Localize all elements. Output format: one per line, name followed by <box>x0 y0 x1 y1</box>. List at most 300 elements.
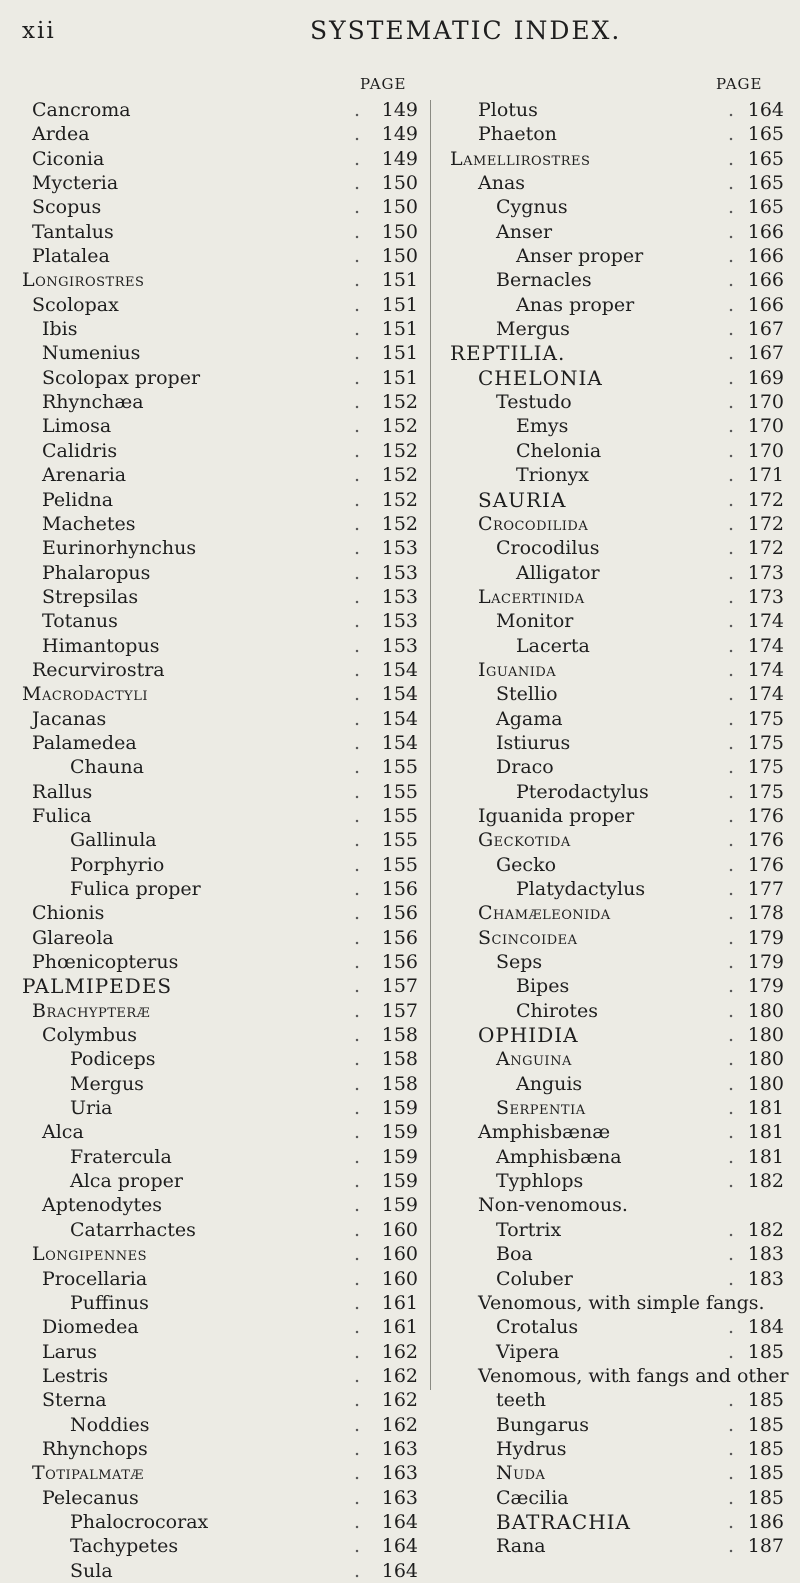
leader-dots: . <box>353 1340 360 1363</box>
index-entry <box>0 1096 430 1120</box>
entry-name: Testudo <box>496 391 572 414</box>
index-entry <box>0 1461 430 1485</box>
index-entry <box>0 1315 430 1339</box>
index-entry <box>0 1534 430 1558</box>
entry-page-number: 154 <box>381 658 418 681</box>
entry-name: Ciconia <box>32 147 105 170</box>
index-entry <box>0 1364 430 1388</box>
index-entry <box>432 1315 800 1339</box>
entry-page-number: 181 <box>747 1145 784 1168</box>
leader-dots: . <box>353 147 360 170</box>
leader-dots: . <box>353 1316 360 1339</box>
entry-page-number: 151 <box>381 366 418 389</box>
entry-page-number: 164 <box>381 1510 418 1533</box>
entry-page-number: 174 <box>747 658 784 681</box>
entry-name: Macrodactyli <box>22 683 149 706</box>
entry-name: Fulica proper <box>70 878 201 900</box>
index-entry <box>432 828 800 852</box>
leader-dots: . <box>353 1364 360 1387</box>
entry-page-number: 165 <box>747 147 784 170</box>
entry-name: Lestris <box>42 1364 109 1387</box>
leader-dots: . <box>353 780 360 803</box>
entry-name: Totanus <box>42 610 118 633</box>
index-entry <box>0 682 430 706</box>
leader-dots: . <box>727 878 734 900</box>
entry-page-number: 161 <box>381 1316 418 1339</box>
index-entry <box>0 1023 430 1047</box>
entry-name: Rallus <box>32 780 93 803</box>
index-entry <box>432 1486 800 1510</box>
entry-page-number: 179 <box>747 975 784 998</box>
entry-page-number: 170 <box>747 415 784 438</box>
entry-name: Tortrix <box>496 1218 562 1241</box>
entry-page-number: 173 <box>747 585 784 608</box>
leader-dots: . <box>353 1486 360 1509</box>
index-entry <box>432 731 800 755</box>
entry-page-number: 159 <box>381 1097 418 1120</box>
entry-name: Uria <box>70 1097 113 1120</box>
entry-name: Chirotes <box>516 999 599 1022</box>
leader-dots: . <box>727 147 734 170</box>
entry-page-number: 160 <box>381 1218 418 1241</box>
leader-dots: . <box>353 999 360 1022</box>
index-entry <box>432 512 800 536</box>
index-entry <box>0 439 430 463</box>
entry-page-number: 175 <box>747 731 784 754</box>
leader-dots: . <box>727 1121 734 1144</box>
leader-dots: . <box>727 658 734 681</box>
leader-dots: . <box>353 1437 360 1460</box>
index-entry <box>0 1120 430 1144</box>
entry-name: Strepsilas <box>42 585 139 608</box>
entry-name: Scincoidea <box>478 926 578 949</box>
entry-page-number: 165 <box>747 123 784 146</box>
entry-page-number: 161 <box>381 1291 418 1314</box>
entry-page-number: 180 <box>747 1024 784 1047</box>
entry-page-number: 176 <box>747 829 784 852</box>
index-entry <box>432 561 800 585</box>
leader-dots: . <box>353 853 360 876</box>
entry-name: BATRACHIA <box>496 1509 631 1534</box>
leader-dots: . <box>727 196 734 219</box>
leader-dots: . <box>353 1535 360 1558</box>
leader-dots: . <box>353 123 360 146</box>
entry-page-number: 154 <box>381 683 418 706</box>
index-entry <box>0 1242 430 1266</box>
entry-name: Tantalus <box>32 220 114 243</box>
index-entry <box>432 1242 800 1266</box>
entry-page-number: 179 <box>747 951 784 974</box>
leader-dots: . <box>353 561 360 584</box>
entry-name: Seps <box>496 951 543 974</box>
index-entry <box>0 122 430 146</box>
entry-name: Cæcilia <box>496 1486 569 1509</box>
entry-name: Chamæleonida <box>478 902 611 925</box>
entry-page-number: 149 <box>381 147 418 170</box>
index-entry <box>0 1218 430 1242</box>
index-entry <box>432 1437 800 1461</box>
entry-name: Phalaropus <box>42 561 151 584</box>
entry-page-number: 159 <box>381 1145 418 1168</box>
entry-page-number: 155 <box>381 804 418 827</box>
entry-name: Phaeton <box>478 123 557 146</box>
entry-page-number: 153 <box>381 610 418 633</box>
entry-name: Porphyrio <box>70 853 165 876</box>
leader-dots: . <box>353 1072 360 1095</box>
entry-name: Rhynchops <box>42 1437 148 1460</box>
entry-page-number: 171 <box>747 464 784 487</box>
page-number: xii <box>22 18 56 44</box>
entry-page-number: 156 <box>381 902 418 925</box>
index-entry <box>0 366 430 390</box>
index-entry <box>432 780 800 804</box>
leader-dots: . <box>353 415 360 438</box>
index-entry <box>0 755 430 779</box>
leader-dots: . <box>727 1316 734 1339</box>
index-entry <box>432 1413 800 1437</box>
index-entry <box>0 220 430 244</box>
left-page-column-label: PAGE <box>360 75 407 93</box>
entry-name: Brachypteræ <box>32 999 151 1022</box>
leader-dots: . <box>353 975 360 998</box>
leader-dots: . <box>727 537 734 560</box>
index-entry <box>432 1120 800 1144</box>
index-entry <box>0 147 430 171</box>
leader-dots: . <box>353 512 360 535</box>
index-entry <box>432 1510 800 1534</box>
entry-name: Lacerta <box>516 634 590 657</box>
entry-page-number: 180 <box>747 1072 784 1095</box>
left-index-column <box>0 98 430 1583</box>
leader-dots: . <box>353 1413 360 1436</box>
entry-name: Bernacles <box>496 269 592 292</box>
index-entry <box>0 658 430 682</box>
leader-dots: . <box>727 1048 734 1071</box>
entry-page-number: 165 <box>747 196 784 219</box>
entry-name: Arenaria <box>42 464 127 487</box>
index-entry <box>432 1169 800 1193</box>
entry-page-number: 155 <box>381 756 418 779</box>
index-entry <box>0 341 430 365</box>
entry-name: Numenius <box>42 342 141 365</box>
leader-dots: . <box>727 1340 734 1363</box>
leader-dots: . <box>727 1218 734 1241</box>
leader-dots: . <box>353 1389 360 1412</box>
entry-name: Calidris <box>42 439 118 462</box>
index-entry <box>432 268 800 292</box>
entry-page-number: 182 <box>747 1170 784 1193</box>
leader-dots: . <box>353 902 360 925</box>
leader-dots: . <box>727 683 734 706</box>
leader-dots: . <box>727 1437 734 1460</box>
index-entry <box>432 585 800 609</box>
leader-dots: . <box>727 439 734 462</box>
index-entry <box>432 999 800 1023</box>
index-entry <box>0 171 430 195</box>
leader-dots: . <box>353 1267 360 1290</box>
entry-page-number: 186 <box>747 1510 784 1533</box>
entry-name: Larus <box>42 1340 98 1363</box>
leader-dots: . <box>727 585 734 608</box>
leader-dots: . <box>353 196 360 219</box>
leader-dots: . <box>727 391 734 414</box>
leader-dots: . <box>353 707 360 730</box>
entry-page-number: 154 <box>381 707 418 730</box>
entry-name: Rhynchæa <box>42 391 144 414</box>
leader-dots: . <box>353 1462 360 1485</box>
entry-name: Geckotida <box>478 829 571 852</box>
entry-name: Venomous, with fangs and other <box>478 1364 789 1387</box>
leader-dots: . <box>353 585 360 608</box>
entry-name: Lacertinida <box>478 585 585 608</box>
index-entry <box>0 853 430 877</box>
index-entry <box>432 147 800 171</box>
index-entry <box>0 731 430 755</box>
entry-name: Boa <box>496 1243 533 1266</box>
index-entry <box>0 98 430 122</box>
entry-name: Glareola <box>32 926 114 949</box>
entry-page-number: 159 <box>381 1121 418 1144</box>
entry-name: Bipes <box>516 975 570 998</box>
entry-name: Typhlops <box>496 1170 584 1193</box>
entry-page-number: 149 <box>381 99 418 121</box>
entry-name: Fratercula <box>70 1145 172 1168</box>
entry-page-number: 175 <box>747 780 784 803</box>
index-entry <box>0 609 430 633</box>
entry-name: Machetes <box>42 512 136 535</box>
index-entry <box>432 366 800 390</box>
entry-page-number: 156 <box>381 926 418 949</box>
entry-page-number: 176 <box>747 804 784 827</box>
entry-name: Vipera <box>496 1340 560 1363</box>
index-entry <box>0 1169 430 1193</box>
index-entry <box>432 244 800 268</box>
entry-page-number: 166 <box>747 245 784 268</box>
entry-page-number: 185 <box>747 1389 784 1412</box>
leader-dots: . <box>353 1218 360 1241</box>
entry-name: Iguanida <box>478 658 557 681</box>
entry-page-number: 172 <box>747 512 784 535</box>
entry-name: Chionis <box>32 902 105 925</box>
entry-page-number: 176 <box>747 853 784 876</box>
entry-page-number: 154 <box>381 731 418 754</box>
index-entry <box>432 439 800 463</box>
leader-dots: . <box>727 1170 734 1193</box>
index-entry <box>0 804 430 828</box>
leader-dots: . <box>727 512 734 535</box>
leader-dots: . <box>727 1097 734 1120</box>
page-header <box>0 0 800 70</box>
index-entry <box>0 828 430 852</box>
entry-page-number: 157 <box>381 999 418 1022</box>
entry-name: Ibis <box>42 318 78 341</box>
index-entry <box>432 682 800 706</box>
entry-page-number: 158 <box>381 1024 418 1047</box>
entry-page-number: 153 <box>381 561 418 584</box>
leader-dots: . <box>727 318 734 341</box>
entry-name: Alca <box>42 1121 84 1144</box>
leader-dots: . <box>353 1170 360 1193</box>
leader-dots: . <box>727 1243 734 1266</box>
entry-name: Non-venomous. <box>478 1194 628 1217</box>
entry-name: Serpentia <box>496 1097 586 1120</box>
entry-page-number: 183 <box>747 1267 784 1290</box>
entry-name: Stellio <box>496 683 558 706</box>
index-entry <box>432 122 800 146</box>
entry-page-number: 177 <box>747 878 784 900</box>
entry-page-number: 153 <box>381 537 418 560</box>
entry-page-number: 160 <box>381 1267 418 1290</box>
index-entry <box>0 707 430 731</box>
leader-dots: . <box>727 707 734 730</box>
entry-page-number: 164 <box>381 1559 418 1582</box>
entry-page-number: 166 <box>747 293 784 316</box>
entry-name: Podiceps <box>70 1048 156 1071</box>
entry-name: Coluber <box>496 1267 573 1290</box>
entry-name: Draco <box>496 756 554 779</box>
entry-name: Chelonia <box>516 439 602 462</box>
index-entry <box>0 512 430 536</box>
entry-page-number: 150 <box>381 220 418 243</box>
leader-dots: . <box>353 172 360 195</box>
entry-page-number: 174 <box>747 610 784 633</box>
entry-name: Gallinula <box>70 829 157 852</box>
leader-dots: . <box>727 245 734 268</box>
index-entry <box>0 195 430 219</box>
entry-name: Catarrhactes <box>70 1218 196 1241</box>
leader-dots: . <box>353 1024 360 1047</box>
leader-dots: . <box>727 951 734 974</box>
entry-name: Recurvirostra <box>32 658 165 681</box>
leader-dots: . <box>353 1145 360 1168</box>
index-entry <box>432 171 800 195</box>
entry-name: Anser proper <box>516 245 644 268</box>
leader-dots: . <box>353 464 360 487</box>
entry-name: Aptenodytes <box>42 1194 162 1217</box>
entry-name: Alligator <box>516 561 600 584</box>
leader-dots: . <box>353 1559 360 1582</box>
entry-name: Cancroma <box>32 99 131 121</box>
entry-name: OPHIDIA <box>478 1023 579 1048</box>
entry-page-number: 151 <box>381 293 418 316</box>
leader-dots: . <box>727 610 734 633</box>
entry-page-number: 163 <box>381 1437 418 1460</box>
leader-dots: . <box>727 1486 734 1509</box>
index-entry <box>0 561 430 585</box>
entry-name: Bungarus <box>496 1413 589 1436</box>
index-entry <box>432 1534 800 1558</box>
column-divider <box>430 100 431 1390</box>
entry-name: Scolopax proper <box>42 366 201 389</box>
entry-page-number: 169 <box>747 366 784 389</box>
entry-name: Mycteria <box>32 172 119 195</box>
leader-dots: . <box>727 1510 734 1533</box>
leader-dots: . <box>353 829 360 852</box>
index-entry <box>432 220 800 244</box>
entry-name: Sula <box>70 1559 113 1582</box>
leader-dots: . <box>727 464 734 487</box>
entry-name: Gecko <box>496 853 557 876</box>
index-entry <box>432 414 800 438</box>
entry-name: Pelidna <box>42 488 114 511</box>
entry-name: Hydrus <box>496 1437 567 1460</box>
entry-name: Anas proper <box>516 293 635 316</box>
entry-name: Palamedea <box>32 731 137 754</box>
index-entry <box>0 488 430 512</box>
index-entry <box>0 974 430 998</box>
index-entry <box>432 853 800 877</box>
leader-dots: . <box>353 658 360 681</box>
entry-page-number: 159 <box>381 1170 418 1193</box>
entry-page-number: 150 <box>381 245 418 268</box>
index-entry <box>0 901 430 925</box>
entry-name: Anas <box>478 172 526 195</box>
index-entry <box>432 901 800 925</box>
entry-name: Diomedea <box>42 1316 139 1339</box>
leader-dots: . <box>353 342 360 365</box>
entry-page-number: 183 <box>747 1243 784 1266</box>
entry-page-number: 164 <box>381 1535 418 1558</box>
leader-dots: . <box>353 537 360 560</box>
entry-name: Jacanas <box>32 707 107 730</box>
entry-page-number: 184 <box>747 1316 784 1339</box>
entry-name: Scopus <box>32 196 102 219</box>
index-entry <box>0 780 430 804</box>
entry-page-number: 152 <box>381 512 418 535</box>
leader-dots: . <box>727 780 734 803</box>
entry-name: CHELONIA <box>478 365 603 390</box>
entry-page-number: 166 <box>747 269 784 292</box>
entry-page-number: 185 <box>747 1462 784 1485</box>
index-title: SYSTEMATIC INDEX. <box>310 16 622 45</box>
index-entry <box>432 609 800 633</box>
index-entry <box>432 755 800 779</box>
entry-page-number: 162 <box>381 1389 418 1412</box>
leader-dots: . <box>727 123 734 146</box>
index-entry <box>432 463 800 487</box>
entry-name: Ardea <box>32 123 90 146</box>
leader-dots: . <box>353 1097 360 1120</box>
entry-name: Venomous, with simple fangs. <box>478 1291 765 1314</box>
leader-dots: . <box>727 561 734 584</box>
index-entry <box>432 1291 800 1315</box>
index-entry <box>432 195 800 219</box>
entry-page-number: 151 <box>381 269 418 292</box>
leader-dots: . <box>727 1145 734 1168</box>
index-entry <box>432 293 800 317</box>
entry-name: Monitor <box>496 610 574 633</box>
index-entry <box>432 1193 800 1217</box>
index-entry <box>0 1267 430 1291</box>
entry-page-number: 162 <box>381 1364 418 1387</box>
entry-page-number: 152 <box>381 464 418 487</box>
entry-name: Crocodilida <box>478 512 589 535</box>
entry-page-number: 170 <box>747 391 784 414</box>
entry-name: Sterna <box>42 1389 107 1412</box>
entry-page-number: 175 <box>747 707 784 730</box>
leader-dots: . <box>727 488 734 511</box>
leader-dots: . <box>353 683 360 706</box>
entry-page-number: 151 <box>381 318 418 341</box>
entry-name: Fulica <box>32 804 92 827</box>
index-entry <box>432 1023 800 1047</box>
entry-page-number: 181 <box>747 1097 784 1120</box>
entry-name: Plotus <box>478 99 538 121</box>
index-entry <box>432 950 800 974</box>
entry-page-number: 150 <box>381 172 418 195</box>
entry-page-number: 159 <box>381 1194 418 1217</box>
entry-name: Nuda <box>496 1462 546 1485</box>
